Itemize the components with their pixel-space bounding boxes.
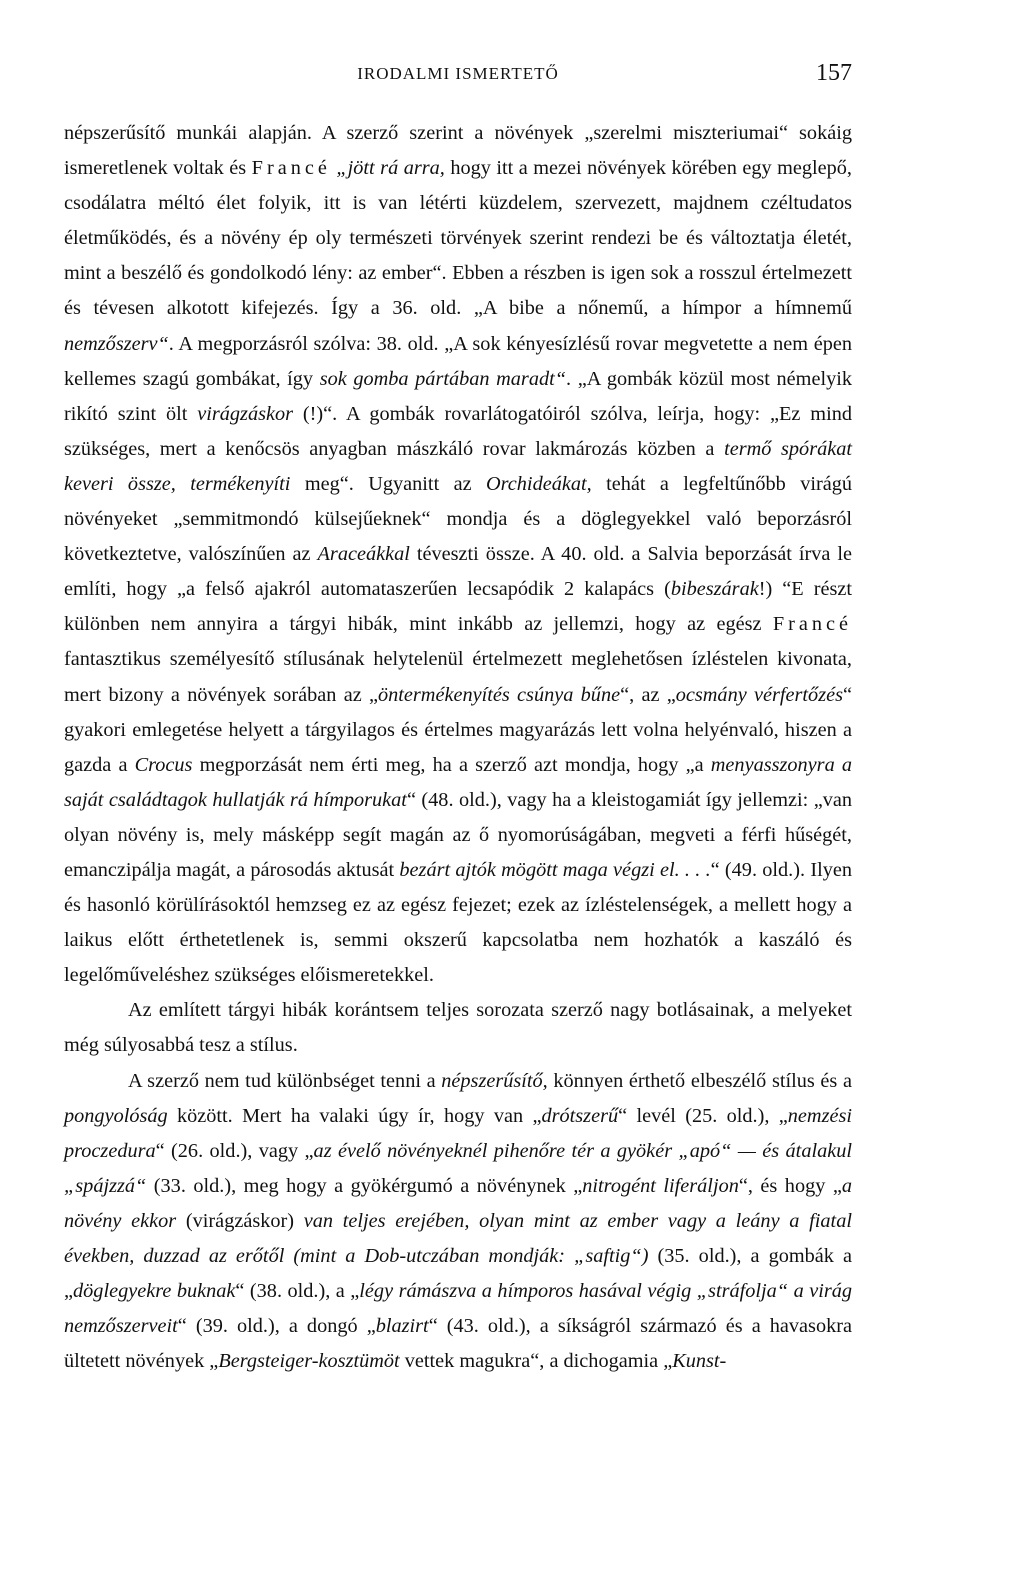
text-run: !) “E részt különben nem annyira a tárgyi hibák, mint inkább az jellemzi, hogy az egész xyxy=(64,578,852,636)
italic-run: termő spórákat keveri össze, termékenyíti xyxy=(64,437,852,495)
page-number: 157 xyxy=(816,60,852,86)
italic-run: nemzési proczedura xyxy=(64,1104,852,1162)
text-run: Az említett tárgyi hibák korántsem teljes sorozata szerző nagy botlásainak, a melyeket még súlyosabbá tesz a stílus. xyxy=(64,999,852,1057)
text-run: . A megporzásról szólva: 38. old. „A sok kényesízlésű rovar megvetette a nem épen kellemes szagú gombákat, így xyxy=(64,332,852,390)
italic-run: öntermékenyítés csúnya bűne xyxy=(378,683,621,706)
italic-run: ocsmány vérfertőzés xyxy=(675,683,843,706)
italic-run: népszerűsítő, xyxy=(441,1069,548,1092)
text-run: A szerző nem tud különbséget tenni a xyxy=(128,1069,442,1092)
text-run: (35. old.), a gombák a „ xyxy=(64,1245,852,1303)
paragraph xyxy=(64,116,852,993)
text-run: “ levél (25. old.), „ xyxy=(618,1104,788,1127)
italic-run: Kunst- xyxy=(672,1350,727,1373)
italic-run: sok gomba pártában maradt“ xyxy=(319,367,567,390)
italic-run: bibeszárak xyxy=(670,578,759,601)
italic-run: pongyolóság xyxy=(64,1104,168,1127)
paragraph xyxy=(64,993,852,1063)
running-header-title: IRODALMI ISMERTETŐ xyxy=(357,64,559,83)
italic-run: nitrogént liferáljon xyxy=(582,1174,739,1197)
text-run: (!)“. A gombák rovarlátogatóiról szólva, leírja, hogy: „Ez mind szükséges, mert a kenőcsös anyagban mászkáló rovar lakmározás közben a xyxy=(64,402,852,460)
italic-run: az évelő növényeknél pihenőre tér a gyökér „apó“ — és átalakul „spájzzá“ xyxy=(64,1139,853,1197)
italic-run: drótszerű xyxy=(541,1104,619,1127)
text-run: . „A gombák közül most némelyik rikító szint ölt xyxy=(64,367,853,425)
text-run: (33. old.), meg hogy a gyökérgumó a növénynek „ xyxy=(146,1174,583,1197)
italic-run: „jött rá arra, xyxy=(336,157,445,180)
italic-run: Crocus xyxy=(134,753,193,776)
italic-run: Bergsteiger-kosztümöt xyxy=(218,1350,400,1373)
italic-run: Araceákkal xyxy=(317,543,410,566)
spaced-run: Francé xyxy=(251,157,331,180)
text-run: “ (39. old.), a dongó „ xyxy=(177,1315,376,1338)
text-run: “, az „ xyxy=(620,683,676,706)
text-run: téveszti össze. A 40. old. a Salvia beporzását írva le említi, hogy „a felső ajakról automataszerűen lecsapódik 2 kalapács ( xyxy=(64,543,853,601)
running-header xyxy=(64,60,852,92)
text-run: könnyen érthető elbeszélő stílus és a xyxy=(547,1069,852,1092)
text-run: fantasztikus személyesítő stílusának helytelenül értelmezett meglehetősen ízléstelen kivonata, mert bizony a növények sorában az „ xyxy=(64,648,852,706)
text-run: meg“. Ugyanitt az xyxy=(290,472,486,495)
text-run: vettek magukra“, a dichogamia „ xyxy=(399,1350,673,1373)
italic-run: Orchideákat, xyxy=(486,472,592,495)
text-run: “ gyakori emlegetése helyett a tárgyilagos és értelmes magyarázás lett volna helyénvaló, hiszen a gazda a xyxy=(64,683,853,776)
text-run: megporzását nem érti meg, ha a szerző azt mondja, hogy „a xyxy=(192,753,711,776)
paragraph xyxy=(64,1064,852,1380)
italic-run: blazirt xyxy=(375,1315,429,1338)
italic-run: döglegyekre buknak xyxy=(73,1280,236,1303)
spaced-run: Francé xyxy=(772,613,852,636)
italic-run: légy rámászva a hímporos hasával végig „stráfolja“ a virág nemzőszerveit xyxy=(64,1280,853,1338)
italic-run: menyasszonyra a saját családtagok hullatják rá hímporukat xyxy=(64,753,853,811)
italic-run: bezárt ajtók mögött maga végzi el. . . . xyxy=(399,858,711,881)
text-run: “, és hogy „ xyxy=(738,1174,842,1197)
body-text xyxy=(64,116,852,1379)
text-run: népszerűsítő munkái alapján. A szerző szerint a növények „szerelmi miszteriumai“ sokáig ismeretlenek voltak és xyxy=(64,122,852,180)
text-run: “ (49. old.). Ilyen és hasonló körülírásoktól hemzseg ez az egész fejezet; ezek az ízléstelenségek, a mellett hogy a laikus előtt érthetetlenek is, semmi okszerű kapcsolatba nem hozhatók a kaszáló és legelőműveléshez szükséges előismeretekkel. xyxy=(64,858,852,987)
text-run: hogy itt a mezei növények körében egy meglepő, csodálatra méltó élet folyik, itt is van létérti küzdelem, szervezett, majdnem czéltudatos életműködés, és a növény ép oly természeti törvények szerint rendezi be és változtatja életét, mint a beszélő és gondolkodó lény: az ember“. Ebben a részben is igen sok a rosszul értelmezett és tévesen alkotott kifejezés. Így a 36. old. „A bibe a nőnemű, a hímpor a hímnemű xyxy=(64,157,852,320)
text-run: “ (38. old.), a „ xyxy=(235,1280,360,1303)
text-run: “ (26. old.), vagy „ xyxy=(155,1139,314,1162)
italic-run: nemzőszerv“ xyxy=(64,332,169,355)
text-run: között. Mert ha valaki úgy ír, hogy van „ xyxy=(167,1104,542,1127)
text-run: “ (48. old.), vagy ha a kleistogamiát így jellemzi: „van olyan növény is, mely másképp segít magán az ő nyomorúságában, megveti a férfi hűségét, emanczipálja magát, a párosodás aktusát xyxy=(64,788,853,881)
italic-run: virágzáskor xyxy=(197,402,294,425)
italic-run: van teljes erejében, olyan mint az ember vagy a leány a fiatal években, duzzad az erőtől (mint a Dob-utczában mondják: „saftig“) xyxy=(64,1209,852,1267)
text-run: (virágzáskor) xyxy=(176,1209,304,1232)
text-run: tehát a legfeltűnőbb virágú növényeket „semmitmondó külsejűeknek“ mondja és a döglegyekkel való beporzásról következtetve, valószínűen az xyxy=(64,472,853,566)
text-run: “ (43. old.), a síkságról származó és a havasokra ültetett növények „ xyxy=(64,1315,852,1373)
italic-run: a növény ekkor xyxy=(64,1174,853,1232)
